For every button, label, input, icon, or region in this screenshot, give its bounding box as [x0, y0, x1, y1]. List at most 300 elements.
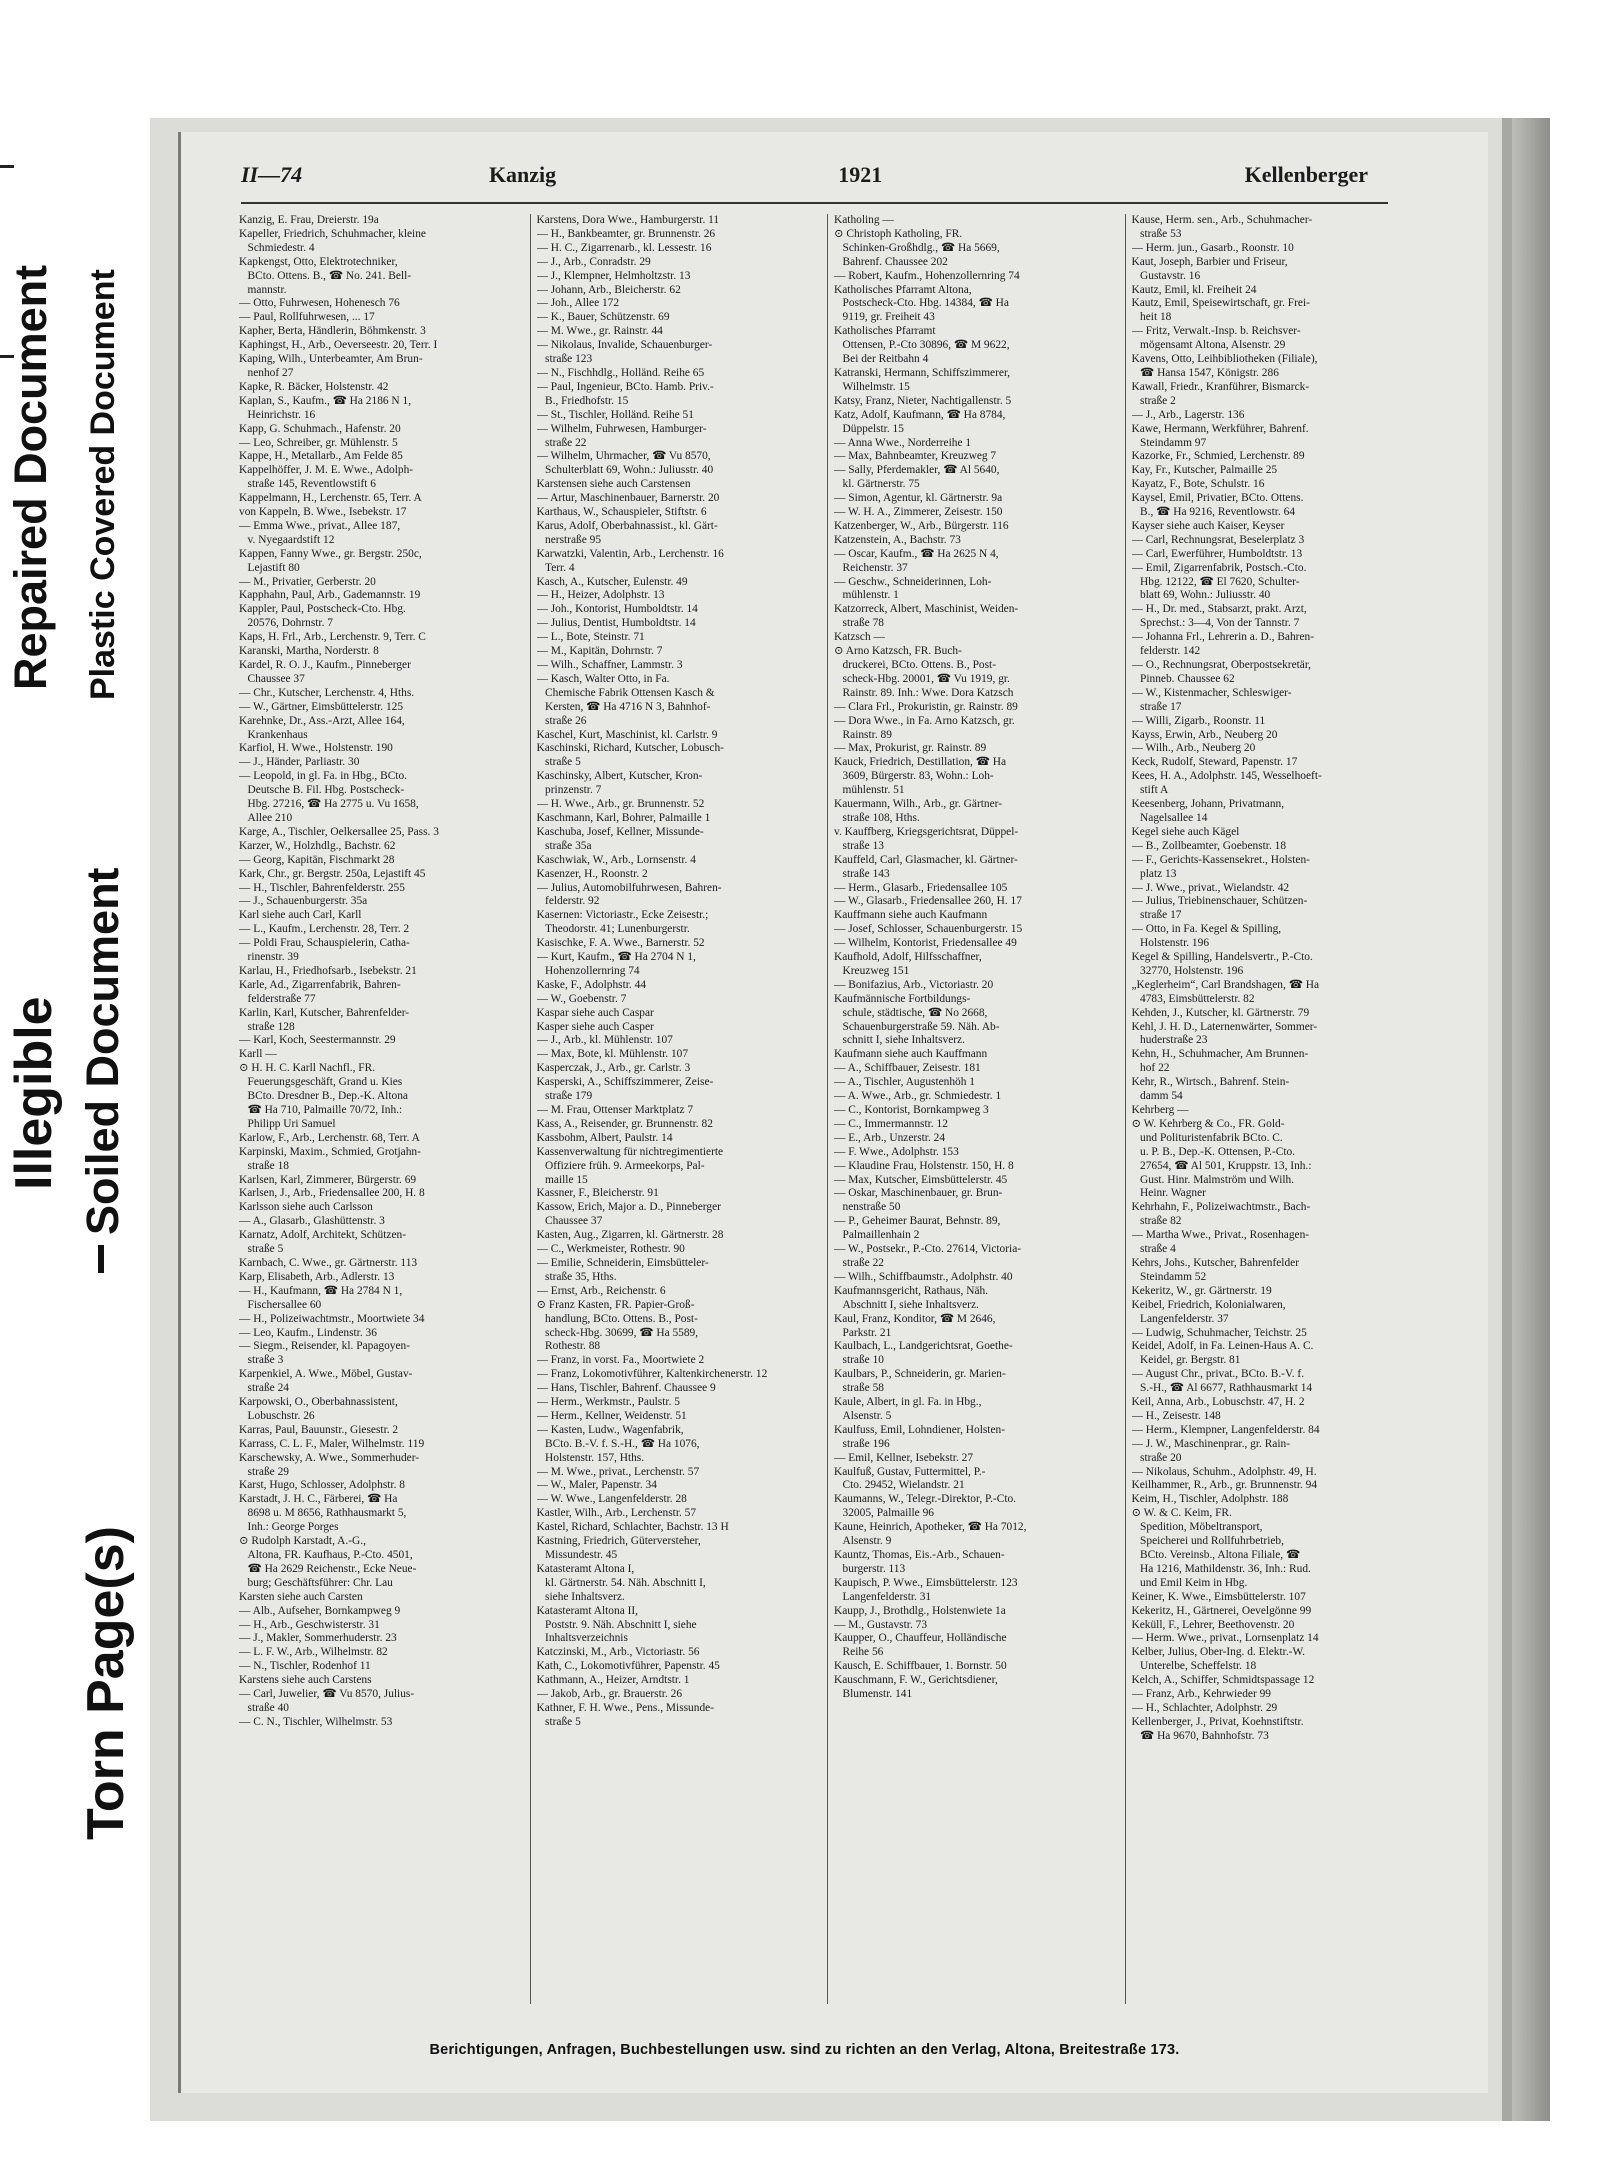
- directory-entry: — Chr., Kutscher, Lerchenstr. 4, Hths.: [239, 686, 415, 699]
- directory-entry: Bahrenf. Chaussee 202: [834, 255, 948, 268]
- directory-entry: schule, städtische, ☎ No 2668,: [834, 1006, 988, 1019]
- page-edge: [1502, 118, 1512, 2121]
- directory-entry: — J., Arb., Lagerstr. 136: [1131, 408, 1245, 421]
- directory-entry: — Joh., Kontorist, Humboldtstr. 14: [536, 603, 698, 616]
- directory-column-2: [531, 214, 829, 2004]
- directory-entry: straße 196: [834, 1437, 890, 1450]
- directory-entry: — W., Maler, Papenstr. 34: [536, 1479, 657, 1492]
- directory-entry: maille 15: [536, 1173, 588, 1186]
- directory-entry: 8698 u. M 8656, Rathhausmarkt 5,: [239, 1507, 407, 1520]
- directory-entry: — Simon, Agentur, kl. Gärtnerstr. 9a: [834, 492, 1003, 505]
- directory-entry: Kapke, R. Bäcker, Holstenstr. 42: [239, 380, 389, 393]
- directory-entry: — B., Zollbeamter, Goebenstr. 18: [1131, 839, 1287, 852]
- directory-entry: Kauffmann siehe auch Kaufmann: [834, 909, 988, 922]
- directory-entry: Kappen, Fanny Wwe., gr. Bergstr. 250c,: [239, 547, 422, 560]
- directory-entry: Kaplan, S., Kaufm., ☎ Ha 2186 N 1,: [239, 394, 412, 407]
- directory-entry: ☎ Ha 2629 Reichenstr., Ecke Neue-: [239, 1562, 417, 1575]
- directory-entry: straße 40: [239, 1701, 289, 1714]
- directory-entry: Kaul, Franz, Konditor, ☎ M 2646,: [834, 1312, 996, 1325]
- directory-entry: Kaupisch, P. Wwe., Eimsbüttelerstr. 123: [834, 1576, 1018, 1589]
- directory-entry: scheck-Hbg. 20001, ☎ Vu 1919, gr.: [834, 672, 1010, 685]
- directory-entry: Katholisches Pfarramt: [834, 325, 936, 338]
- directory-entry: Spedition, Möbeltransport,: [1131, 1521, 1263, 1534]
- directory-entry: Ha 1216, Mathildenstr. 36, Inh.: Rud.: [1131, 1562, 1311, 1575]
- directory-entry: ☎ Hansa 1547, Königstr. 286: [1131, 366, 1279, 379]
- directory-entry: — F. Wwe., Adolphstr. 153: [834, 1145, 959, 1158]
- directory-entry: — H., Kaufmann, ☎ Ha 2784 N 1,: [239, 1284, 403, 1297]
- directory-entry: Parkstr. 21: [834, 1326, 892, 1339]
- publisher-footer: Berichtigungen, Anfragen, Buchbestellungen usw. sind zu richten an den Verlag, Altona, Breitestraße 173.: [429, 2042, 1180, 2058]
- directory-entry: Kaupper, O., Chauffeur, Holländische: [834, 1632, 1007, 1645]
- directory-entry: — Emil, Zigarrenfabrik, Postsch.-Cto.: [1131, 561, 1307, 574]
- directory-entry: Kees, H. A., Adolphstr. 145, Wesselhoeft-: [1131, 770, 1322, 783]
- directory-entry: — Carl, Juwelier, ☎ Vu 8570, Julius-: [239, 1688, 415, 1701]
- directory-entry: — Martha Wwe., Privat., Rosenhagen-: [1131, 1229, 1310, 1242]
- directory-entry: Karlow, F., Arb., Lerchenstr. 68, Terr. A: [239, 1131, 420, 1144]
- directory-entry: Kastler, Wilh., Arb., Lerchenstr. 57: [536, 1507, 697, 1520]
- directory-entry: burgerstr. 113: [834, 1562, 906, 1575]
- directory-entry: — Herm., Werkmstr., Paulstr. 5: [536, 1396, 680, 1409]
- directory-entry: — Emma Wwe., privat., Allee 187,: [239, 519, 401, 532]
- directory-entry: — Herm. Wwe., privat., Lornsenplatz 14: [1131, 1632, 1319, 1645]
- directory-entry: Kaschel, Kurt, Maschinist, kl. Carlstr. 9: [536, 728, 718, 741]
- directory-entry: Reichenstr. 37: [834, 561, 908, 574]
- directory-column-4: [1126, 214, 1424, 2004]
- directory-entry: kl. Gärtnerstr. 54. Näh. Abschnitt I,: [536, 1576, 706, 1589]
- directory-entry: straße 3: [239, 1354, 284, 1367]
- directory-entry: Düppelstr. 15: [834, 422, 904, 435]
- directory-entry: — Julius, Triebinenschauer, Schützen-: [1131, 895, 1308, 908]
- directory-entry: straße 26: [536, 714, 587, 727]
- directory-entry: Nagelsallee 14: [1131, 811, 1208, 824]
- directory-entry: straße 20: [1131, 1451, 1182, 1464]
- directory-entry: Kapkengst, Otto, Elektrotechniker,: [239, 255, 398, 268]
- directory-entry: Speicherei und Rollfuhrbetrieb,: [1131, 1535, 1284, 1548]
- directory-entry: straße 35, Hths.: [536, 1270, 617, 1283]
- directory-entry: Katzsch —: [834, 631, 885, 644]
- directory-entry: Fischersallee 60: [239, 1298, 322, 1311]
- directory-entry: straße 24: [239, 1382, 289, 1395]
- directory-entry: Lejastift 80: [239, 561, 300, 574]
- directory-entry: Kaune, Heinrich, Apotheker, ☎ Ha 7012,: [834, 1521, 1027, 1534]
- directory-entry: — F., Gerichts-Kassensekret., Holsten-: [1131, 853, 1310, 866]
- directory-entry: — Max, Bahnbeamter, Kreuzweg 7: [834, 450, 997, 463]
- directory-entry: — Julius, Automobilfuhrwesen, Bahren-: [536, 881, 722, 894]
- directory-entry: Karstens, Dora Wwe., Hamburgerstr. 11: [536, 214, 720, 226]
- directory-entry: Rothestr. 88: [536, 1340, 601, 1353]
- directory-entry: Inhaltsverzeichnis: [536, 1632, 628, 1645]
- directory-entry: Kauntz, Thomas, Eis.-Arb., Schauen-: [834, 1549, 1005, 1561]
- directory-entry: Rainstr. 89: [834, 728, 892, 741]
- directory-entry: Hohenzollernring 74: [536, 964, 640, 977]
- directory-entry: Philipp Uri Samuel: [239, 1117, 336, 1130]
- directory-entry: — J. W., Maschinenprar., gr. Rain-: [1131, 1437, 1290, 1450]
- directory-entry: Lobuschstr. 26: [239, 1409, 315, 1422]
- directory-entry: mögensamt Altona, Alsenstr. 29: [1131, 339, 1286, 352]
- directory-entry: Kassow, Erich, Major a. D., Pinneberger: [536, 1201, 721, 1214]
- directory-entry: blatt 69, Wohn.: Juliusstr. 40: [1131, 589, 1271, 602]
- directory-entry: Kaufmannsgericht, Rathaus, Näh.: [834, 1284, 989, 1297]
- directory-entry: heit 18: [1131, 311, 1172, 324]
- directory-entry: — L., Kaufm., Lerchenstr. 28, Terr. 2: [239, 923, 410, 936]
- directory-entry: — Jakob, Arb., gr. Brauerstr. 26: [536, 1688, 683, 1701]
- directory-entry: Karus, Adolf, Oberbahnassist., kl. Gärt-: [536, 519, 718, 532]
- directory-entry: — H., Dr. med., Stabsarzt, prakt. Arzt,: [1131, 603, 1307, 616]
- directory-entry: Reihe 56: [834, 1646, 884, 1659]
- directory-entry: — Kasch, Walter Otto, in Fa.: [536, 672, 670, 685]
- directory-entry: — Franz, Lokomotivführer, Kaltenkirchenerstr. 12: [536, 1368, 768, 1381]
- directory-entry: kl. Gärtnerstr. 75: [834, 478, 920, 491]
- directory-entry: — Josef, Schlosser, Schauenburgerstr. 15: [834, 923, 1023, 936]
- directory-entry: Missundestr. 45: [536, 1549, 618, 1561]
- directory-entry: straße 5: [536, 756, 581, 769]
- directory-entry: ⊙ Arno Katzsch, FR. Buch-: [834, 645, 962, 658]
- directory-entry: Kehl, J. H. D., Laternenwärter, Sommer-: [1131, 1020, 1318, 1033]
- directory-entry: Kathner, F. H. Wwe., Pens., Missunde-: [536, 1701, 714, 1714]
- directory-entry: — St., Tischler, Holländ. Reihe 51: [536, 408, 694, 421]
- directory-entry: Katasteramt Altona II,: [536, 1604, 639, 1617]
- directory-entry: Keiner, K. Wwe., Eimsbüttelerstr. 107: [1131, 1590, 1306, 1603]
- directory-entry: 27654, ☎ Al 501, Kruppstr. 13, Inh.:: [1131, 1159, 1312, 1172]
- directory-entry: — Wilhelm, Fuhrwesen, Hamburger-: [536, 422, 707, 435]
- directory-entry: — Paul, Rollfuhrwesen, ... 17: [239, 311, 375, 324]
- directory-entry: Kauck, Friedrich, Destillation, ☎ Ha: [834, 756, 1007, 769]
- directory-entry: Keesenberg, Johann, Privatmann,: [1131, 798, 1285, 811]
- directory-entry: Katczinski, M., Arb., Victoriastr. 56: [536, 1646, 700, 1659]
- directory-entry: — Otto, Fuhrwesen, Hohenesch 76: [239, 297, 400, 310]
- directory-entry: — August Chr., privat., BCto. B.-V. f.: [1131, 1368, 1305, 1381]
- directory-entry: Kaulbars, P., Schneiderin, gr. Marien-: [834, 1368, 1006, 1381]
- directory-entry: — Herm., Glasarb., Friedensallee 105: [834, 881, 1008, 894]
- directory-entry: — C., Immermannstr. 12: [834, 1117, 948, 1130]
- directory-entry: Kehr, R., Wirtsch., Bahrenf. Stein-: [1131, 1076, 1290, 1089]
- directory-entry: Kaschinski, Richard, Kutscher, Lobusch-: [536, 742, 724, 755]
- directory-entry: Langenfelderstr. 37: [1131, 1312, 1229, 1325]
- directory-entry: Karehnke, Dr., Ass.-Arzt, Allee 164,: [239, 714, 405, 727]
- directory-entry: Kavens, Otto, Leihbibliotheken (Filiale),: [1131, 353, 1318, 366]
- directory-entry: — H. Wwe., Arb., gr. Brunnenstr. 52: [536, 798, 705, 811]
- directory-entry: — C. N., Tischler, Wilhelmstr. 53: [239, 1715, 393, 1728]
- directory-entry: — Ernst, Arb., Reichenstr. 6: [536, 1284, 666, 1297]
- directory-entry: — Leo, Kaufm., Lindenstr. 36: [239, 1326, 377, 1339]
- directory-entry: — J. Wwe., privat., Wielandstr. 42: [1131, 881, 1290, 894]
- directory-entry: Kaschwiak, W., Arb., Lornsenstr. 4: [536, 853, 696, 866]
- label-plastic-covered: Plastic Covered Document: [84, 269, 122, 700]
- directory-entry: straße 179: [536, 1090, 593, 1103]
- directory-entry: Sprechst.: 3—4, Von der Tannstr. 7: [1131, 617, 1300, 630]
- directory-entry: — Klaudine Frau, Holstenstr. 150, H. 8: [834, 1159, 1014, 1172]
- directory-entry: straße 35a: [536, 839, 592, 852]
- directory-entry: Schauenburgerstraße 59. Näh. Ab-: [834, 1020, 1000, 1033]
- directory-entry: — Anna Wwe., Norderreihe 1: [834, 436, 972, 449]
- directory-entry: — J., Schauenburgerstr. 35a: [239, 895, 368, 908]
- directory-entry: Kasch, A., Kutscher, Eulenstr. 49: [536, 575, 688, 588]
- directory-entry: Kaufmännische Fortbildungs-: [834, 992, 971, 1005]
- directory-entry: Kaphingst, H., Arb., Oeverseestr. 20, Terr. I: [239, 339, 438, 352]
- directory-entry: Kass, A., Reisender, gr. Brunnenstr. 82: [536, 1117, 713, 1130]
- directory-entry: Katsy, Franz, Nieter, Nachtigallenstr. 5: [834, 394, 1012, 407]
- directory-entry: Theodorstr. 41; Lunenburgerstr.: [536, 923, 690, 936]
- directory-entry: — H., Arb., Geschwisterstr. 31: [239, 1618, 380, 1631]
- directory-entry: Postscheck-Cto. Hbg. 14384, ☎ Ha: [834, 297, 1009, 310]
- directory-entry: straße 10: [834, 1354, 884, 1367]
- directory-entry: Holstenstr. 196: [1131, 937, 1210, 950]
- directory-entry: von Kappeln, B. Wwe., Isebekstr. 17: [239, 506, 407, 519]
- directory-entry: Karlin, Karl, Kutscher, Bahrenfelder-: [239, 1006, 410, 1019]
- directory-entry: — H., Zeisestr. 148: [1131, 1409, 1221, 1422]
- directory-entry: Kaupp, J., Brothdlg., Holstenwiete 1a: [834, 1604, 1006, 1617]
- directory-entry: schnitt I, siehe Inhaltsverz.: [834, 1034, 965, 1047]
- directory-entry: Katzenberger, W., Arb., Bürgerstr. 116: [834, 519, 1009, 532]
- directory-entry: — C., Werkmeister, Rothestr. 90: [536, 1243, 685, 1256]
- directory-entry: Karsten siehe auch Carsten: [239, 1590, 363, 1603]
- directory-entry: Kellenberger, J., Privat, Koehnstiftstr.: [1131, 1715, 1304, 1728]
- directory-entry: — A., Glasarb., Glashüttenstr. 3: [239, 1215, 385, 1228]
- directory-entry: „Keglerheim“, Carl Brandshagen, ☎ Ha: [1131, 978, 1320, 991]
- directory-entry: Inh.: George Porges: [239, 1521, 339, 1534]
- directory-entry: — Herm., Klempner, Langenfelderstr. 84: [1131, 1423, 1320, 1436]
- directory-entry: — Oscar, Kaufm., ☎ Ha 2625 N 4,: [834, 547, 999, 560]
- directory-entry: — Wilh., Schiffbaumstr., Adolphstr. 40: [834, 1270, 1013, 1283]
- directory-entry: Alsenstr. 5: [834, 1409, 892, 1422]
- directory-entry: Kause, Herm. sen., Arb., Schuhmacher-: [1131, 214, 1313, 226]
- directory-entry: Katasteramt Altona I,: [536, 1562, 635, 1575]
- directory-entry: — Nikolaus, Schuhm., Adolphstr. 49, H.: [1131, 1465, 1317, 1478]
- directory-entry: Kehrberg —: [1131, 1104, 1189, 1116]
- directory-entry: Rainstr. 89. Inh.: Wwe. Dora Katzsch: [834, 686, 1014, 699]
- directory-entry: Chemische Fabrik Ottensen Kasch &: [536, 686, 715, 699]
- directory-entry: — Otto, in Fa. Kegel & Spilling,: [1131, 923, 1282, 936]
- directory-entry: — Oskar, Maschinenbauer, gr. Brun-: [834, 1187, 1003, 1200]
- directory-entry: 9119, gr. Freiheit 43: [834, 311, 935, 324]
- directory-entry: Terr. 4: [536, 561, 575, 574]
- directory-entry: platz 13: [1131, 867, 1177, 880]
- directory-entry: S.-H., ☎ Al 6677, Rathhausmarkt 14: [1131, 1382, 1313, 1395]
- directory-entry: — K., Bauer, Schützenstr. 69: [536, 311, 670, 324]
- directory-entry: — W., Glasarb., Friedensallee 260, H. 17: [834, 895, 1022, 908]
- directory-entry: — Geschw., Schneiderinnen, Loh-: [834, 575, 992, 588]
- directory-entry: — Kasten, Ludw., Wagenfabrik,: [536, 1423, 684, 1436]
- directory-entry: Kekeritz, W., gr. Gärtnerstr. 19: [1131, 1284, 1272, 1297]
- directory-entry: Kath, C., Lokomotivführer, Papenstr. 45: [536, 1660, 720, 1673]
- directory-entry: — W., Goebenstr. 7: [536, 992, 627, 1005]
- directory-entry: — Karl, Koch, Seestermannstr. 29: [239, 1034, 396, 1047]
- directory-entry: Keidel, gr. Bergstr. 81: [1131, 1354, 1241, 1367]
- directory-entry: BCto. Ottens. B., ☎ No. 241. Bell-: [239, 269, 412, 282]
- directory-entry: Kasperczak, J., Arb., gr. Carlstr. 3: [536, 1062, 691, 1075]
- directory-entry: Kelber, Julius, Ober-Ing. d. Elektr.-W.: [1131, 1646, 1306, 1659]
- directory-entry: Cto. 29452, Wielandstr. 21: [834, 1479, 965, 1492]
- directory-entry: — Johanna Frl., Lehrerin a. D., Bahren-: [1131, 631, 1315, 644]
- directory-entry: Karge, A., Tischler, Oelkersallee 25, Pass. 3: [239, 825, 439, 838]
- directory-entry: Kaschinsky, Albert, Kutscher, Kron-: [536, 770, 703, 783]
- directory-entry: Kaut, Joseph, Barbier und Friseur,: [1131, 255, 1288, 268]
- scanned-page: [150, 118, 1550, 2121]
- directory-entry: hof 22: [1131, 1062, 1170, 1075]
- directory-entry: Karanski, Martha, Norderstr. 8: [239, 645, 379, 658]
- directory-entry: v. Nyegaardstift 12: [239, 533, 335, 546]
- directory-entry: — Hans, Tischler, Bahrenf. Chaussee 9: [536, 1382, 716, 1395]
- directory-entry: Kappelmann, H., Lerchenstr. 65, Terr. A: [239, 492, 422, 505]
- directory-entry: ☎ Ha 9670, Bahnhofstr. 73: [1131, 1729, 1269, 1742]
- page-edge: [1512, 118, 1550, 2121]
- header-year: 1921: [838, 162, 883, 187]
- margin-tick: [0, 165, 14, 168]
- label-soiled: Soiled Document: [77, 867, 128, 1235]
- directory-entry: und Polituristenfabrik BCto. C.: [1131, 1131, 1283, 1144]
- directory-entry: Kappe, H., Metallarb., Am Felde 85: [239, 450, 403, 463]
- directory-entry: Bei der Reitbahn 4: [834, 353, 929, 366]
- directory-entry: — Dora Wwe., in Fa. Arno Katzsch, gr.: [834, 714, 1015, 727]
- directory-entry: Offiziere früh. 9. Armeekorps, Pal-: [536, 1159, 705, 1172]
- directory-entry: Kappelhöffer, J. M. E. Wwe., Adolph-: [239, 464, 414, 477]
- directory-entry: Kaysel, Emil, Privatier, BCto. Ottens.: [1131, 492, 1304, 505]
- directory-entry: Deutsche B. Fil. Hbg. Postscheck-: [239, 784, 405, 797]
- directory-entry: Katzorreck, Albert, Maschinist, Weiden-: [834, 603, 1019, 616]
- directory-entry: Kaule, Albert, in gl. Fa. in Hbg.,: [834, 1396, 982, 1409]
- directory-entry: Kekeritz, H., Gärtnerei, Oevelgönne 99: [1131, 1604, 1312, 1617]
- directory-entry: Keibel, Friedrich, Kolonialwaren,: [1131, 1298, 1286, 1311]
- directory-entry: — W., Kistenmacher, Schleswiger-: [1131, 686, 1292, 699]
- directory-entry: u. P. B., Dep.-K. Ottensen, P.-Cto.: [1131, 1145, 1296, 1158]
- directory-entry: Poststr. 9. Näh. Abschnitt I, siehe: [536, 1618, 697, 1631]
- directory-entry: Kassbohm, Albert, Paulstr. 14: [536, 1131, 673, 1144]
- directory-entry: Katz, Adolf, Kaufmann, ☎ Ha 8784,: [834, 408, 1006, 421]
- directory-entry: Alsenstr. 9: [834, 1535, 892, 1548]
- directory-entry: Karstensen siehe auch Carstensen: [536, 478, 691, 491]
- directory-entry: Karle, Ad., Zigarrenfabrik, Bahren-: [239, 978, 401, 991]
- directory-entry: — Wilhelm, Kontorist, Friedensallee 49: [834, 937, 1017, 950]
- directory-entry: felderstr. 142: [1131, 645, 1201, 658]
- directory-entry: — Johann, Arb., Bleicherstr. 62: [536, 283, 681, 296]
- directory-entry: — Franz, Arb., Kehrwieder 99: [1131, 1688, 1271, 1701]
- page-reference: II—74: [241, 162, 303, 187]
- directory-entry: straße 123: [536, 353, 593, 366]
- directory-entry: 20576, Dohrnstr. 7: [239, 617, 333, 630]
- directory-entry: Kawe, Hermann, Werkführer, Bahrenf.: [1131, 422, 1309, 435]
- directory-entry: Kehden, J., Kutscher, kl. Gärtnerstr. 79: [1131, 1006, 1310, 1019]
- directory-entry: Kauschmann, F. W., Gerichtsdiener,: [834, 1674, 998, 1687]
- directory-entry: — Artur, Maschinenbauer, Barnerstr. 20: [536, 492, 720, 505]
- directory-entry: — Nikolaus, Invalide, Schauenburger-: [536, 339, 713, 352]
- directory-entry: stift A: [1131, 784, 1169, 797]
- directory-entry: Keküll, F., Lehrer, Beethovenstr. 20: [1131, 1618, 1295, 1631]
- directory-entry: Katholisches Pfarramt Altona,: [834, 283, 972, 296]
- directory-entry: Kegel siehe auch Kägel: [1131, 825, 1240, 838]
- directory-entry: Kehrhahn, F., Polizeiwachtmstr., Bach-: [1131, 1201, 1311, 1214]
- directory-entry: — Carl, Ewerführer, Humboldtstr. 13: [1131, 547, 1303, 560]
- directory-entry: Steindamm 52: [1131, 1270, 1207, 1283]
- directory-entry: Keim, H., Tischler, Adolphstr. 188: [1131, 1493, 1289, 1506]
- directory-entry: ⊙ H. H. C. Karll Nachfl., FR.: [239, 1062, 376, 1075]
- directory-entry: Kaske, F., Adolphstr. 44: [536, 978, 647, 991]
- directory-entry: 32005, Palmaille 96: [834, 1507, 934, 1520]
- directory-entry: Karrass, C. L. F., Maler, Wilhelmstr. 119: [239, 1437, 425, 1450]
- directory-entry: — Georg, Kapitän, Fischmarkt 28: [239, 853, 395, 866]
- directory-entry: Kautz, Emil, kl. Freiheit 24: [1131, 283, 1257, 296]
- directory-entry: Abschnitt I, siehe Inhaltsverz.: [834, 1298, 979, 1311]
- directory-entry: — E., Arb., Unzerstr. 24: [834, 1131, 946, 1144]
- directory-entry: Kanzig, E. Frau, Dreierstr. 19a: [239, 214, 379, 226]
- directory-entry: — H., Schlachter, Adolphstr. 29: [1131, 1701, 1278, 1714]
- directory-entry: Kehn, H., Schuhmacher, Am Brunnen-: [1131, 1048, 1309, 1061]
- directory-entry: straße 58: [834, 1382, 884, 1395]
- directory-entry: — Emilie, Schneiderin, Eimsbütteler-: [536, 1256, 709, 1269]
- directory-entry: Karlsson siehe auch Carlsson: [239, 1201, 373, 1214]
- directory-entry: — Clara Frl., Prokuristin, gr. Rainstr. 89: [834, 700, 1018, 713]
- directory-entry: Kayss, Erwin, Arb., Neuberg 20: [1131, 728, 1278, 741]
- directory-entry: Kauermann, Wilh., Arb., gr. Gärtner-: [834, 798, 1003, 811]
- directory-entry: Karfiol, H. Wwe., Holstenstr. 190: [239, 742, 393, 755]
- directory-entry: — J., Klempner, Helmholtzstr. 13: [536, 269, 691, 282]
- directory-entry: Kaps, H. Frl., Arb., Lerchenstr. 9, Terr. C: [239, 631, 426, 644]
- directory-entry: Kehrs, Johs., Kutscher, Bahrenfelder: [1131, 1256, 1300, 1269]
- header-first-word: Kanzig: [488, 162, 557, 187]
- directory-entry: Altona, FR. Kaufhaus, P.-Cto. 4501,: [239, 1549, 413, 1561]
- directory-entry: Schulterblatt 69, Wohn.: Juliusstr. 40: [536, 464, 714, 477]
- directory-entry: straße 2: [1131, 394, 1176, 407]
- directory-entry: Kay, Fr., Kutscher, Palmaille 25: [1131, 464, 1278, 477]
- directory-entry: Kaulfuß, Gustav, Futtermittel, P.-: [834, 1465, 986, 1478]
- directory-entry: Keil, Anna, Arb., Lobuschstr. 47, H. 2: [1131, 1396, 1305, 1409]
- directory-entry: burg; Geschäftsführer: Chr. Lau: [239, 1576, 393, 1589]
- directory-entry: — N., Tischler, Rodenhof 11: [239, 1660, 371, 1673]
- directory-entry: Kappler, Paul, Postscheck-Cto. Hbg.: [239, 603, 406, 616]
- page-body: [178, 132, 1488, 2093]
- directory-column-1: [233, 214, 531, 2004]
- directory-entry: Kersten, ☎ Ha 4716 N 3, Bahnhof-: [536, 700, 711, 713]
- directory-entry: Langenfelderstr. 31: [834, 1590, 932, 1603]
- header-rule: [241, 202, 1388, 204]
- directory-entry: Kapphahn, Paul, Arb., Gademannstr. 19: [239, 589, 421, 602]
- directory-entry: Kelch, A., Schiffer, Schmidtspassage 12: [1131, 1674, 1315, 1687]
- directory-entry: nerstraße 95: [536, 533, 602, 546]
- directory-entry: Karschewsky, A. Wwe., Sommerhuder-: [239, 1451, 420, 1464]
- directory-entry: Kegel & Spilling, Handelsvertr., P.-Cto.: [1131, 951, 1313, 964]
- directory-entry: Kapp, G. Schuhmach., Hafenstr. 20: [239, 422, 401, 435]
- directory-entry: Kardel, R. O. J., Kaufm., Pinneberger: [239, 659, 411, 671]
- directory-entry: straße 29: [239, 1465, 289, 1478]
- directory-entry: Heinrichstr. 16: [239, 408, 316, 421]
- directory-entry: straße 108, Hths.: [834, 811, 920, 824]
- directory-entry: — Julius, Dentist, Humboldtstr. 14: [536, 617, 696, 630]
- directory-entry: straße 145, Reventlowstift 6: [239, 478, 376, 491]
- directory-entry: — Carl, Rechnungsrat, Beselerplatz 3: [1131, 533, 1305, 546]
- directory-entry: Karnbach, C. Wwe., gr. Gärtnerstr. 113: [239, 1256, 418, 1269]
- directory-entry: Karst, Hugo, Schlosser, Adolphstr. 8: [239, 1479, 405, 1492]
- directory-entry: Wilhelmstr. 15: [834, 380, 910, 393]
- directory-entry: — Franz, in vorst. Fa., Moortwiete 2: [536, 1354, 705, 1367]
- directory-entry: B., ☎ Ha 9216, Reventlowstr. 64: [1131, 506, 1296, 519]
- directory-entry: B., Friedhofstr. 15: [536, 394, 629, 407]
- running-header: [241, 162, 1368, 202]
- directory-entry: Krankenhaus: [239, 728, 308, 741]
- directory-entry: Kaping, Wilh., Unterbeamter, Am Brun-: [239, 353, 423, 366]
- directory-entry: straße 22: [834, 1256, 884, 1269]
- directory-entry: Karpowski, O., Oberbahnassistent,: [239, 1396, 398, 1409]
- condition-labels: [0, 0, 165, 2177]
- directory-entry: Katranski, Hermann, Schiffszimmerer,: [834, 366, 1011, 379]
- directory-entry: — Bonifazius, Arb., Victoriastr. 20: [834, 978, 994, 991]
- directory-entry: Kasenzer, H., Roonstr. 2: [536, 867, 648, 880]
- directory-entry: Kastel, Richard, Schlachter, Bachstr. 13 H: [536, 1521, 729, 1534]
- directory-entry: druckerei, BCto. Ottens. B., Post-: [834, 659, 996, 671]
- directory-entry: mannstr.: [239, 283, 287, 296]
- directory-entry: — J., Arb., Conradstr. 29: [536, 255, 651, 268]
- directory-entry: Kaulbach, L., Landgerichtsrat, Goethe-: [834, 1340, 1013, 1353]
- directory-entry: Kaulfuss, Emil, Lohndiener, Holsten-: [834, 1423, 1006, 1436]
- directory-entry: — P., Geheimer Baurat, Behnstr. 89,: [834, 1215, 1001, 1228]
